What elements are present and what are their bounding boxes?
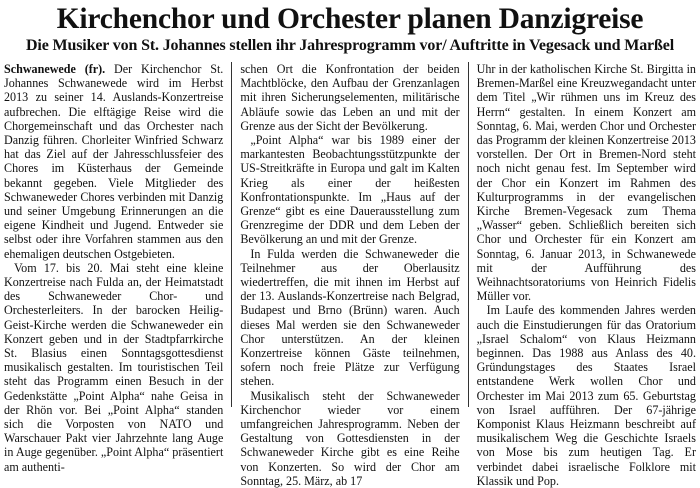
article-columns	[4, 62, 696, 488]
column-1	[4, 62, 224, 474]
paragraph: „Point Alpha“ war bis 1989 einer der markantesten Beobachtungsstützpunkte der US-Streitkräfte in Europa und galt im Kalten Krieg als einer der heißesten Konfrontationspunkte. Im „Haus auf der Grenze“ gibt es eine Dauerausstellung zum Grenzregime der DDR und dem Leben der Bevölkerung an und mit der Grenze.	[240, 133, 460, 247]
dateline: Schwanewede (fr).	[4, 62, 106, 76]
paragraph: Uhr in der katholischen Kirche St. Birgitta in Bremen-Marßel eine Kreuzwegandacht unter dem Titel „Wir rühmen uns im Kreuz des Herrn“ gestalten. In einem Konzert am Sonntag, 6. Mai, werden Chor und Orchester das Programm der kleinen Konzertreise 2013 vorstellen. Der Ort in Bremen-Nord steht noch nicht genau fest. Im September wird der Chor ein Konzert im Rahmen des Kulturprogramms in der evangelischen Kirche Bremen-Vegesack zum Thema „Wasser“ geben. Schließlich bereiten sich Chor und Orchester für ein Konzert am Sonntag, 6. Januar 2013, in Schwanewede mit der Aufführung des Weihnachtsoratoriums von Heinrich Fidelis Müller vor.	[476, 62, 696, 304]
column-divider	[231, 62, 232, 407]
paragraph	[4, 62, 223, 261]
column-2	[240, 62, 460, 488]
subheadline: Die Musiker von St. Johannes stellen ihr Jahresprogramm vor/ Auftritte in Vegesack und Marßel	[26, 37, 674, 54]
paragraph-text: Der Kirchenchor St. Johannes Schwanewede wird im Herbst 2013 zu seiner 14. Auslands-Konzertreise aufbrechen. Die elftägige Reise wird die Chorgemeinschaft und das Orchester nach Danzig führen. Chorleiter Winfried Schwarz hat das Ziel auf der Jahresschlussfeier des Chores im Küsterhaus der Gemeinde bekannt gegeben. Viele Mitglieder des Schwaneweder Chores verbinden mit Danzig und seiner Umgebung Erinnerungen an die eigene Kindheit und Jugend. Entweder sie selbst oder ihre Vorfahren stammen aus den ehemaligen deutschen Ostgebieten.	[4, 62, 224, 261]
headline: Kirchenchor und Orchester planen Danzigreise	[56, 3, 644, 35]
paragraph: Im Laufe des kommenden Jahres werden auch die Einstudierungen für das Oratorium „Israel Schalom“ von Klaus Heizmann beginnen. Das 1988 aus Anlass des 40. Gründungstages des Staates Israel entstandene Werk wollen Chor und Orchester im Mai 2013 zum 65. Geburtstag von Israel aufführen. Der 67-jährige Komponist Klaus Heizmann beschreibt auf musikalischem Weg die Geschichte Israels von Mose bis zum heutigen Tag. Er verbindet dabei israelische Folklore mit Klassik und Pop.	[476, 303, 696, 488]
column-divider	[468, 62, 469, 407]
column-3	[476, 62, 696, 488]
paragraph: schen Ort die Konfrontation der beiden Machtblöcke, den Aufbau der Grenzanlagen mit ihren Sicherungselementen, militärische Abläufe sowie das Leben an und mit der Grenze aus der Sicht der Bevölkerung.	[240, 62, 460, 133]
paragraph: Musikalisch steht der Schwaneweder Kirchenchor wieder vor einem umfangreichen Jahresprogramm. Neben der Gestaltung von Gottesdiensten in der Schwaneweder Kirche gibt es eine Reihe von Konzerten. So wird der Chor am Sonntag, 25. März, ab 17	[240, 388, 460, 488]
paragraph: In Fulda werden die Schwaneweder die Teilnehmer aus der Oberlausitz wiedertreffen, die mit ihnen im Herbst auf der 13. Auslands-Konzertreise nach Belgrad, Budapest und Brno (Brünn) waren. Auch dieses Mal werden sie den Schwaneweder Chor unterstützen. An der kleinen Konzertreise können Gäste teilnehmen, sofern noch freie Plätze zur Verfügung stehen.	[240, 246, 460, 389]
paragraph: Vom 17. bis 20. Mai steht eine kleine Konzertreise nach Fulda an, der Heimatstadt des Schwaneweder Chor- und Orchesterleiters. In der barocken Heilig-Geist-Kirche werden die Schwaneweder ein Konzert geben und in der Stadtpfarrkirche St. Blasius einen Sonntagsgottesdienst musikalisch gestalten. Im touristischen Teil steht das Programm einen Besuch in der Gedenkstätte „Point Alpha“ nahe Geisa in der Rhön vor. Bei „Point Alpha“ standen sich die Vorposten von NATO und Warschauer Pakt vier Jahrzehnte lang Auge in Auge gegenüber. „Point Alpha“ präsentiert am authenti-	[4, 260, 224, 474]
